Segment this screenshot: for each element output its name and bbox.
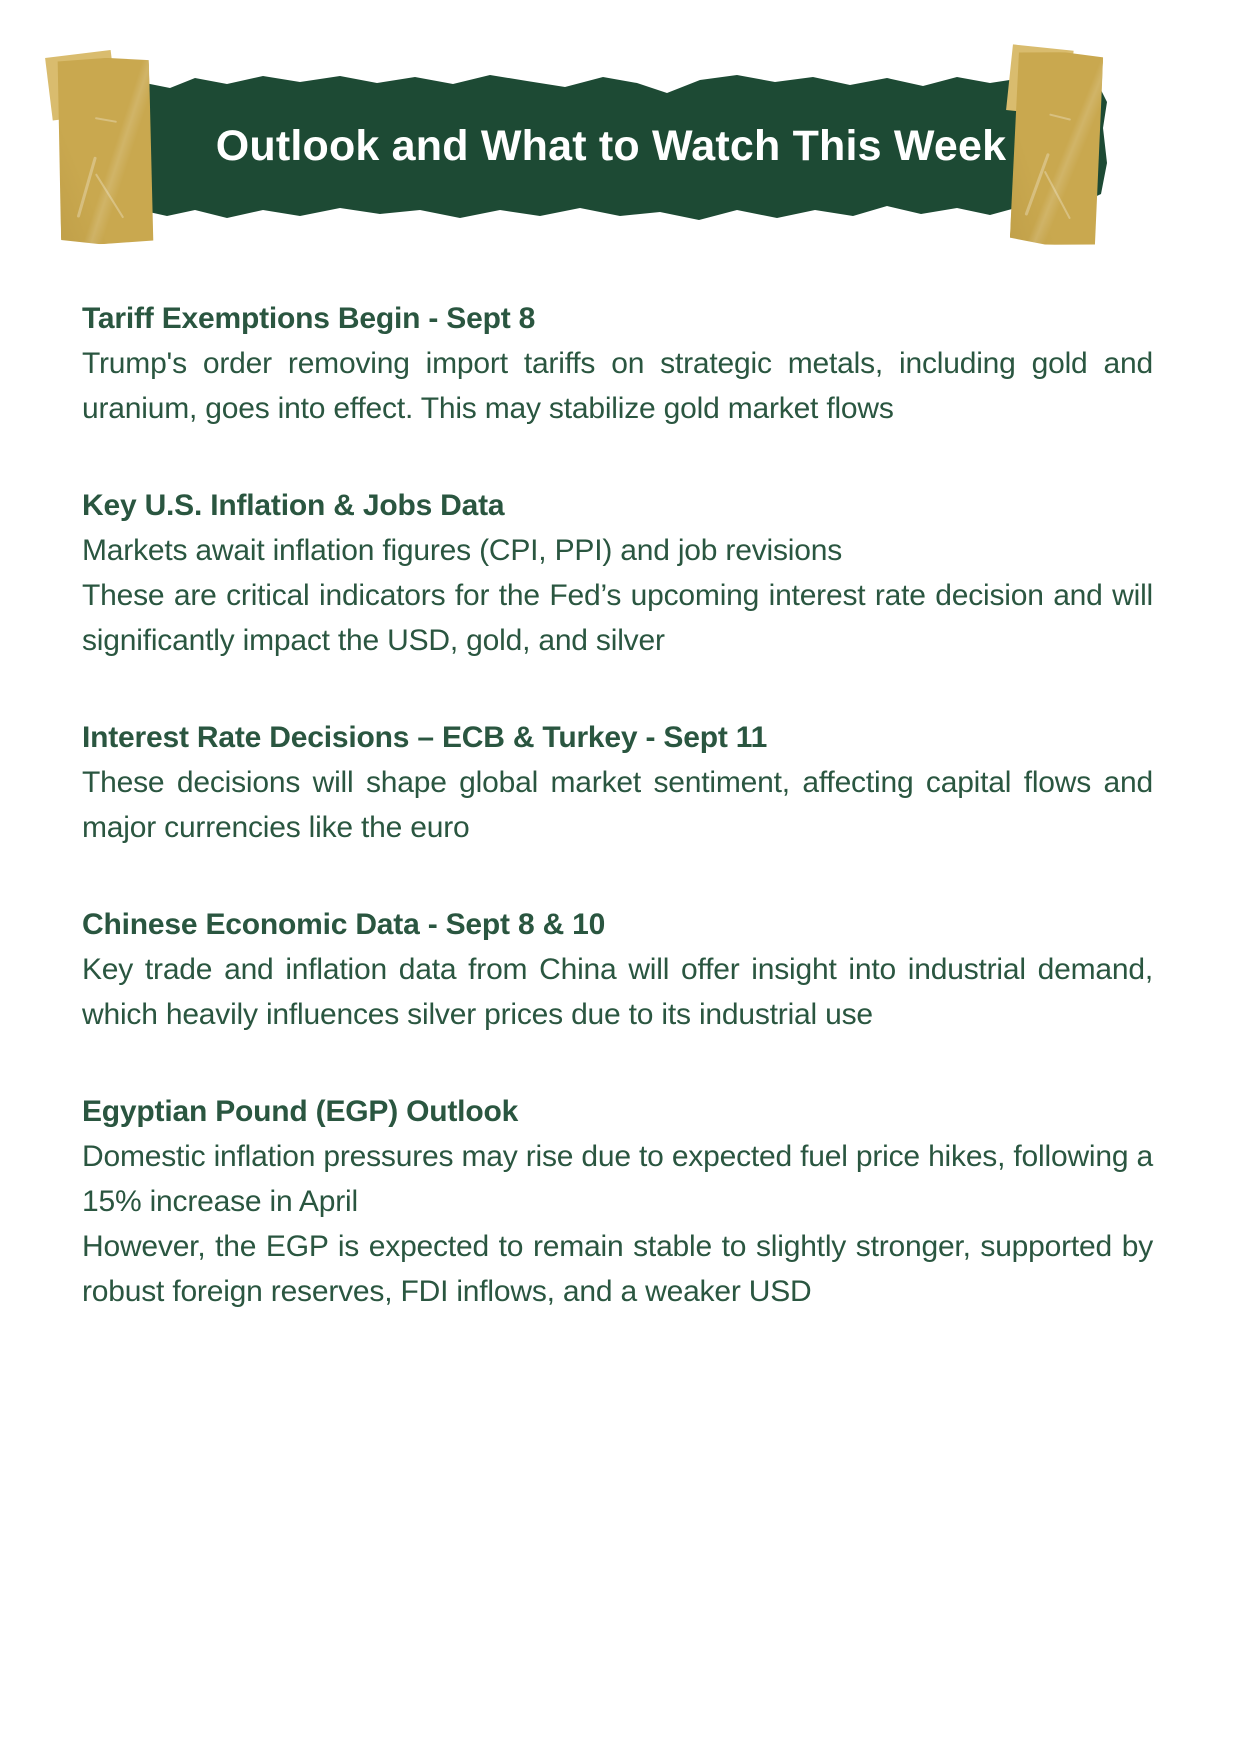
tape-sheen-streak xyxy=(77,156,97,218)
section xyxy=(82,1089,1153,1314)
tape-right-decoration xyxy=(1010,51,1104,247)
section-paragraph: Domestic inflation pressures may rise due to expected fuel price hikes, following a 15% increase in April xyxy=(82,1140,1153,1218)
content xyxy=(82,296,1153,1366)
tape-left-strip xyxy=(55,56,155,245)
tape-left-decoration xyxy=(55,56,155,245)
section-paragraph: These decisions will shape global market sentiment, affecting capital flows and major currencies like the euro xyxy=(82,766,1153,844)
section-paragraph: Key trade and inflation data from China will offer insight into industrial demand, which heavily influences silver prices due to its industrial use xyxy=(82,953,1153,1031)
section xyxy=(82,902,1153,1037)
tape-sheen-streak xyxy=(95,173,124,218)
tape-sheen-streak xyxy=(1049,113,1071,120)
section-heading: Egyptian Pound (EGP) Outlook xyxy=(82,1095,519,1128)
tape-right-strip xyxy=(1010,51,1104,247)
section xyxy=(82,483,1153,663)
section-paragraph: However, the EGP is expected to remain stable to slightly stronger, supported by robust foreign reserves, FDI inflows, and a weaker USD xyxy=(82,1230,1153,1308)
section xyxy=(82,715,1153,850)
section-paragraph: Trump's order removing import tariffs on strategic metals, including gold and uranium, goes into effect. This may stabilize gold market flows xyxy=(82,347,1153,425)
section-heading: Key U.S. Inflation & Jobs Data xyxy=(82,489,505,522)
section-paragraph: These are critical indicators for the Fed’s upcoming interest rate decision and will significantly impact the USD, gold, and silver xyxy=(82,579,1153,657)
page-title: Outlook and What to Watch This Week xyxy=(215,121,1007,170)
section-heading: Tariff Exemptions Begin - Sept 8 xyxy=(82,302,536,335)
section xyxy=(82,296,1153,431)
tape-sheen-streak xyxy=(95,117,117,123)
banner xyxy=(0,0,1241,260)
section-heading: Chinese Economic Data - Sept 8 & 10 xyxy=(82,908,606,941)
sections-list xyxy=(82,296,1153,1314)
section-paragraph: Markets await inflation figures (CPI, PPI) and job revisions xyxy=(82,534,842,567)
tape-sheen-streak xyxy=(1044,171,1071,220)
tape-sheen-streak xyxy=(1025,153,1050,216)
banner-title-wrap xyxy=(115,68,1107,228)
section-heading: Interest Rate Decisions – ECB & Turkey - Sept 11 xyxy=(82,721,768,754)
